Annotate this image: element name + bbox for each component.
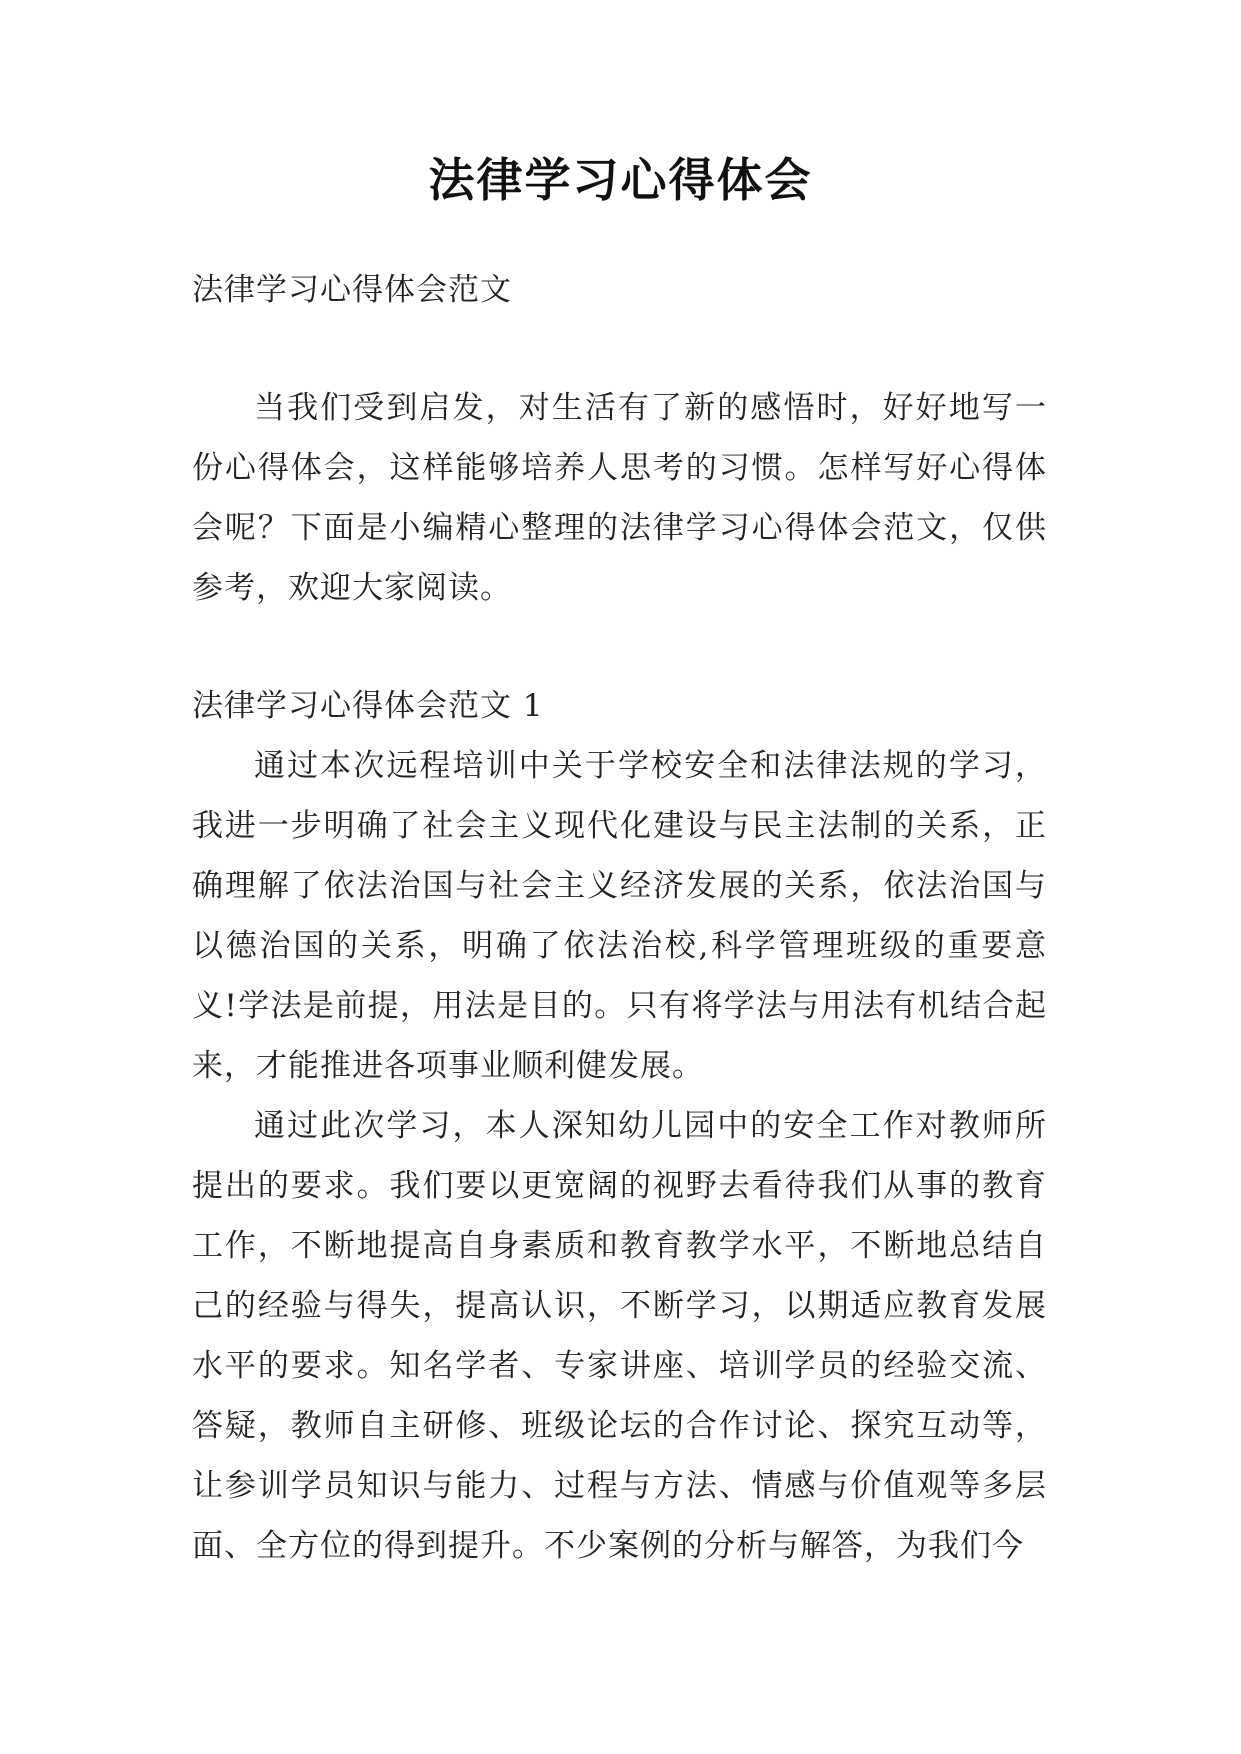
section-heading: 法律学习心得体会范文 1	[192, 688, 544, 724]
body-paragraph: 通过本次远程培训中关于学校安全和法律法规的学习，我进一步明确了社会主义现代化建设与民主法制的关系，正确理解了依法治国与社会主义经济发展的关系，依法治国与以德治国的关系，明确了依法治校,科学管理班级的重要意义!学法是前提，用法是目的。只有将学法与用法有机结合起来，才能推进各项事业顺利健发展。	[192, 748, 1047, 1084]
intro-paragraph: 当我们受到启发，对生活有了新的感悟时，好好地写一份心得体会，这样能够培养人思考的习惯。怎样写好心得体会呢？下面是小编精心整理的法律学习心得体会范文，仅供参考，欢迎大家阅读。	[192, 390, 1047, 606]
document-subtitle: 法律学习心得体会范文	[192, 272, 512, 308]
document-title: 法律学习心得体会	[428, 153, 813, 207]
body-paragraph: 通过此次学习，本人深知幼儿园中的安全工作对教师所提出的要求。我们要以更宽阔的视野去看待我们从事的教育工作，不断地提高自身素质和教育教学水平，不断地总结自己的经验与得失，提高认识，不断学习，以期适应教育发展水平的要求。知名学者、专家讲座、培训学员的经验交流、答疑，教师自主研修、班级论坛的合作讨论、探究互动等，让参训学员知识与能力、过程与方法、情感与价值观等多层面、全方位的得到提升。不少案例的分析与解答，为我们今	[192, 1108, 1047, 1564]
document-body	[192, 260, 1047, 1576]
